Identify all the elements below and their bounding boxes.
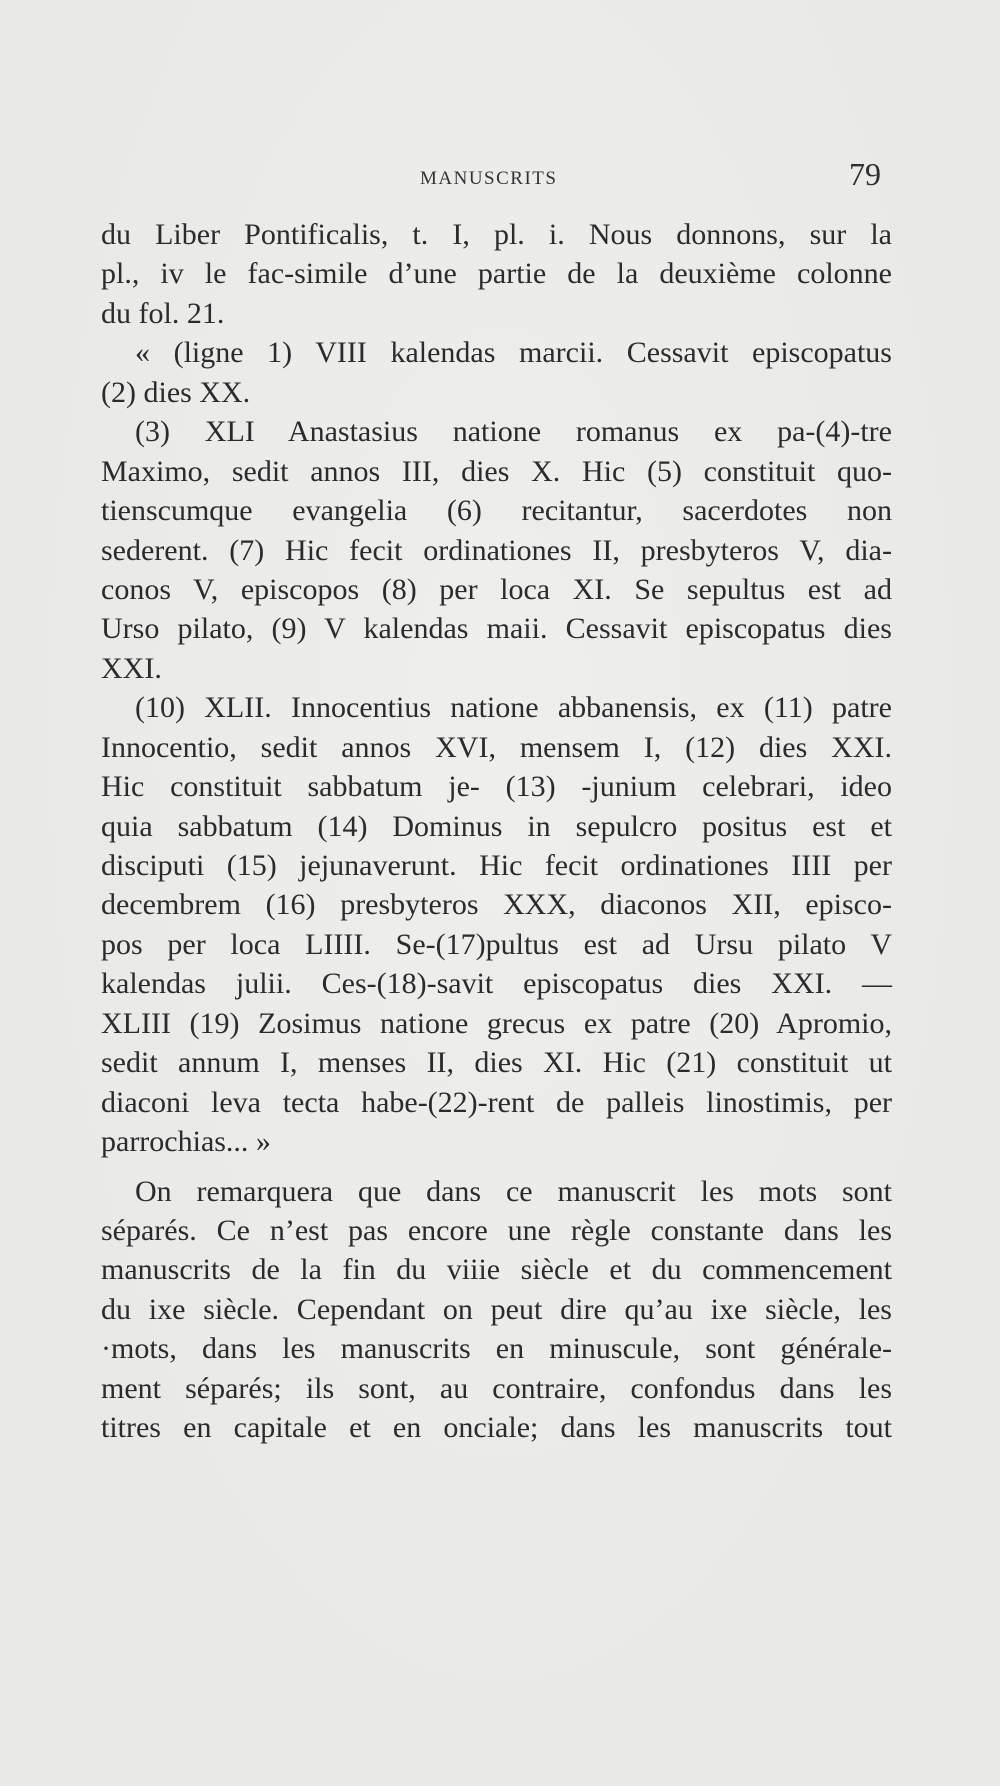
text-line: XLIII (19) Zosimus natione grecus ex patre (20) Apromio,: [101, 1006, 892, 1040]
text-line: quia sabbatum (14) Dominus in sepulcro positus est et: [101, 809, 892, 843]
text-line: (2) dies XX.: [101, 375, 251, 409]
text-line: ment séparés; ils sont, au contraire, confondus dans les: [101, 1371, 892, 1405]
body-text: [101, 215, 892, 1448]
text-line: parrochias... »: [101, 1125, 271, 1159]
text-line: Maximo, sedit annos III, dies X. Hic (5) constituit quo-: [101, 454, 892, 488]
text-line: du Liber Pontificalis, t. I, pl. i. Nous donnons, sur la: [101, 218, 892, 251]
text-line: kalendas julii. Ces-(18)-savit episcopatus dies XXI. —: [101, 967, 892, 1001]
text-line: sedit annum I, menses II, dies XI. Hic (21) constituit ut: [101, 1046, 892, 1080]
text-line: titres en capitale et en onciale; dans les manuscrits tout: [101, 1411, 892, 1445]
text-line: « (ligne 1) VIII kalendas marcii. Cessavit episcopatus: [135, 336, 892, 370]
page-number: 79: [849, 156, 881, 192]
text-line: tienscumque evangelia (6) recitantur, sacerdotes non: [101, 494, 892, 528]
text-line: disciputi (15) jejunaverunt. Hic fecit ordinationes IIII per: [101, 849, 892, 882]
text-line: Innocentio, sedit annos XVI, mensem I, (12) dies XXI.: [101, 730, 892, 764]
text-line: pos per loca LIIII. Se-(17)pultus est ad Ursu pilato V: [101, 927, 892, 961]
text-line: XXI.: [101, 651, 162, 685]
text-line: decembrem (16) presbyteros XXX, diaconos XII, episco-: [101, 888, 892, 922]
text-line: Urso pilato, (9) V kalendas maii. Cessavit episcopatus dies: [101, 612, 892, 646]
text-line: du ixe siècle. Cependant on peut dire qu’au ixe siècle, les: [101, 1292, 892, 1326]
text-line: du fol. 21.: [101, 296, 225, 330]
text-line: ·mots, dans les manuscrits en minuscule, sont générale-: [101, 1332, 892, 1366]
text-line: conos V, episcopos (8) per loca XI. Se sepultus est ad: [101, 572, 892, 606]
text-line: sederent. (7) Hic fecit ordinationes II, presbyteros V, dia-: [101, 533, 892, 567]
text-line: séparés. Ce n’est pas encore une règle constante dans les: [101, 1213, 892, 1247]
text-line: manuscrits de la fin du viiie siècle et du commencement: [101, 1253, 892, 1287]
text-line: (3) XLI Anastasius natione romanus ex pa-(4)-tre: [135, 415, 892, 449]
text-line: diaconi leva tecta habe-(22)-rent de palleis linostimis, per: [101, 1085, 892, 1119]
running-title: MANUSCRITS: [420, 168, 558, 189]
text-line: pl., iv le fac-simile d’une partie de la deuxième colonne: [101, 257, 892, 291]
text-line: (10) XLII. Innocentius natione abbanensis, ex (11) patre: [135, 691, 892, 725]
text-line: On remarquera que dans ce manuscrit les mots sont: [135, 1174, 892, 1208]
text-line: Hic constituit sabbatum je- (13) -junium celebrari, ideo: [101, 770, 892, 804]
